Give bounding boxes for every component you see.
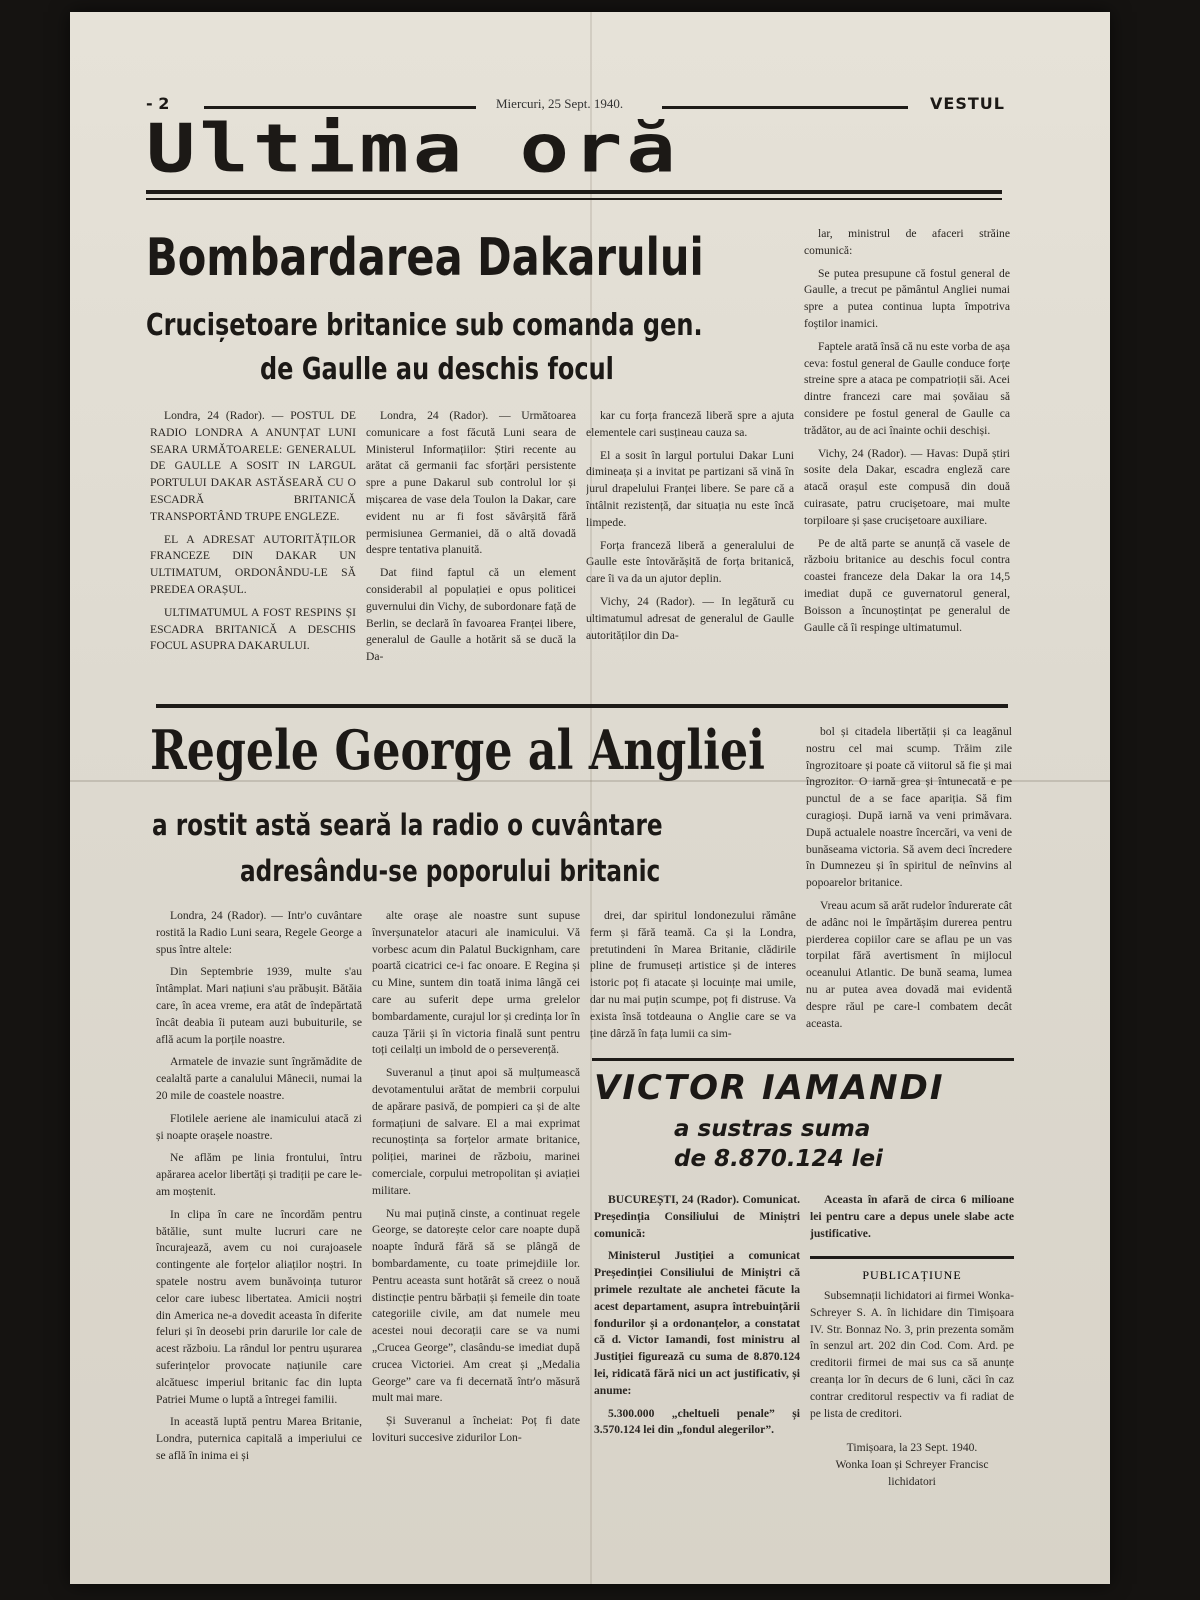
article3-rule-top [592, 1058, 1014, 1061]
issue-date: Miercuri, 25 Sept. 1940. [496, 96, 624, 111]
paragraph: Dat fiind faptul că un element considerabil al populației e opus politicei guvernului din Vichy, de subordonare față de Berlin, se declară în favoarea Franței libere, generalul de Gaulle a hotărit să se ducă la Da- [366, 566, 576, 664]
notice-rule [810, 1256, 1014, 1259]
page-number: - 2 [146, 94, 170, 113]
article1-column-1 [150, 408, 356, 698]
paragraph: El a sosit în largul portului Dakar Luni dimineața și a invitat pe partizani să vină în jurul drapelului Franței libere. Se pare că a întâlnit rezistență, dar situația nu este încă limpede. [586, 448, 794, 529]
paragraph: Faptele arată însă că nu este vorba de așa ceva: fostul general de Gaulle conduce forțe streine spre a ataca pe compatrioții săi. Acei dintre francezi care mai șovăiau să considere pe fostul general de Gaulle ca trădător, au de aci înainte ochii deschiși. [804, 339, 1010, 437]
notice-signoff [810, 1440, 1014, 1500]
article2-subhead-2: adresându-se poporului britanic [240, 854, 661, 888]
paragraph: Suveranul a ținut apoi să mulțumească devotamentului arătat de membrii corpului de apărare pasivă, de pompieri ca și de alte formațiuni de salvare. El a mai exprimat recunoștința sa forțelor armate britanice, poliției, marinei de războiu, marinei comerciale, corpului metropolitan și aviației militare. [372, 1066, 580, 1197]
paper-name: VESTUL [930, 94, 1005, 113]
paragraph: Londra, 24 (Rador). — Intr'o cuvântare rostită la Radio Luni seara, Regele George a spus între altele: [156, 909, 362, 956]
paragraph: Din Septembrie 1939, multe s'au întâmplat. Mari națiuni s'au prăbușit. Bătăia care, în acea vreme, era atât de îndepărtată încât deabia îi puteam auzi bubuiturile, se află acum la porțile noastre. [156, 965, 362, 1046]
paragraph: bol și citadela libertății și ca leagănul nostru cel mai scump. Trăim zile îngrozitoare și poate că viitorul să fie și mai îngrozitor. O iarnă grea și întunecată e pe punctul de a se face apariția. Să fim curagioși. După iarnă va veni primăvara. După actualele noastre încercări, va veni de bunăseama victoria. Să avem deci încredere în Dumnezeu și în spiritul de neînvins al popoarelor britanice. [806, 725, 1012, 890]
paragraph: Londra, 24 (Rador). — POSTUL DE RADIO LONDRA A ANUNȚAT LUNI SEARA URMĂTOARELE: GENERALUL DE GAULLE A SOSIT IN LARGUL PORTULUI DAKAR ASTĂSEARĂ CU O ESCADRĂ BRITANICĂ TRANSPORTÂND TRUPE ENGLEZE. [150, 409, 356, 523]
notice-signature: Wonka Ioan și Schreyer Francisc [835, 1457, 989, 1471]
paragraph: In această luptă pentru Marea Britanie, Londra, puternica capitală a imperiului ce se află în inima ei și [156, 1415, 362, 1462]
paragraph: 5.300.000 „cheltueli penale” și 3.570.124 lei din „fondul alegerilor”. [594, 1406, 800, 1437]
article1-headline: Bombardarea Dakarului [146, 228, 704, 288]
paragraph: Forța franceză liberă a generalului de Gaulle este întovărășită de forța britanică, care îi va da un ajutor deplin. [586, 538, 794, 586]
paragraph: ULTIMATUMUL A FOST RESPINS ȘI ESCADRA BRITANICĂ A DESCHIS FOCUL ASUPRA DAKARULUI. [150, 605, 356, 653]
paragraph: drei, dar spiritul londonezului rămâne ferm și fără teamă. Ca și la Londra, pretutindeni în Marea Britanie, clădirile pline de frumuseți artistice și de interes istoric poț fi atacate și locuințe mai umile, dar nu mai puțin scumpe, poț fi distruse. Va exista însă totdeauna o Anglie care se va ține dârză în fața lumii ca sim- [590, 909, 796, 1040]
article3-column-1 [594, 1192, 800, 1492]
notice-place-date: Timișoara, la 23 Sept. 1940. [846, 1441, 978, 1454]
section-separator [156, 704, 1008, 708]
article2-subhead-1: a rostit astă seară la radio o cuvântare [152, 808, 663, 842]
article3-subhead-1: a sustras suma [674, 1116, 871, 1142]
paragraph: Vichy, 24 (Rador). — In legătură cu ultimatumul adresat de generalul de Gaulle autorităților din Da- [586, 594, 794, 642]
paragraph: Și Suveranul a încheiat: Poț fi date lovituri succesive zidurilor Lon- [372, 1414, 580, 1444]
paragraph: Londra, 24 (Rador). — Următoarea comunicare a fost făcută Luni seara de Ministerul Informațiilor: Știri recente au arătat că germanii fac sforțări persistente spre a pune Dakarul sub controlul lor și mișcarea de vase dela Toulon la Dakar, care evident nu ar fi fost săvârșită fără permisiunea Germaniei, dă o altă dovadă despre tentativa planuită. [366, 409, 576, 557]
notice-body [810, 1288, 1014, 1438]
paragraph: In clipa în care ne încordăm pentru bătălie, sunt multe lucruri care ne încurajează, avem cu noi curajoasele contingente ale forțelor aliaților noștri. In spatele nostru avem bunăvoința tuturor celor care iubesc libertatea. Amicii noștri din America ne-a dovedit aceasta în diferite feluri și în deosebi prin darurile lor cale de acest războiu. La rândul lor pentru ușurarea suferințelor provocate națiunile care alcătuesc imperiul britanic fac din lupta Patriei Mume o luptă a întregei familii. [156, 1207, 362, 1406]
paragraph: Vreau acum să arăt rudelor îndurerate cât de adânc noi le împărtășim durerea pentru pierderea copiilor care se aflau pe un vas torpilat fără avertisment în mijlocul oceanului Atlantic. De bună seama, lumea nu ar putea avea dovadă mai evidentă despre răul pe care-l combatem decât aceasta. [806, 898, 1012, 1030]
article2-headline: Regele George al Angliei [150, 718, 765, 782]
article1-column-4 [804, 226, 1010, 698]
masthead: Ultima oră [146, 110, 680, 188]
article1-subhead-2: de Gaulle au deschis focul [260, 352, 614, 387]
paragraph: Ne aflăm pe linia frontului, întru apărarea acelor libertăți și tradiții pe care le-am moștenit. [156, 1151, 362, 1198]
paragraph: Flotilele aeriene ale inamicului atacă zi și noapte orașele noastre. [156, 1111, 362, 1142]
paragraph: Ministerul Justiției a comunicat Președinției Consiliului de Miniștri că primele rezultate ale anchetei făcute la acest departament, asupra întrebuințării fondurilor și a ordonanțelor, a constatat că d. Victor Iamandi, fost ministru al Justiției figurează cu suma de 8.870.124 lei, ridicată fără nici un act justificativ, și anume: [594, 1249, 800, 1397]
paragraph: Nu mai puțină cinste, a continuat regele George, se datorește celor care noapte după noapte îndură fără să se plângă de bombardamente, cu toate primejdiile lor. Pentru aceasta sunt hotărât să creez o nouă distincție pentru bărbații și femeile din toate categoriile civile, am dat numele meu acestei noui decorații care se va numi „Crucea George”, clasându-se imediat după crucea Victoriei. Am creat și „Medalia George” care va fi decernată într'o măsură mult mai mare. [372, 1206, 580, 1405]
paragraph: Aceasta în afară de circa 6 milioane lei pentru care a depus unele slabe acte justificative. [810, 1193, 1014, 1240]
article1-column-3 [586, 408, 794, 698]
paragraph: Se putea presupune că fostul general de Gaulle, a trecut pe pământul Angliei numai spre a putea continua lupta împotriva foștilor inamici. [804, 266, 1010, 330]
article3-headline: VICTOR IAMANDI [594, 1068, 945, 1108]
paragraph: alte orașe ale noastre sunt supuse înverșunatelor atacuri ale inamicului. Vă vorbesc acum din Palatul Buckignham, care poartă cicatrici ce-i fac onoare. E Regina și cu Mine, suntem din toată inima lângă cei care au suferit depe urma grelelor bombardamente, curajul lor și credința lor în cauza Țării și în victoria finală sunt pentru toți ceilalți un imbold de o perseverență. [372, 909, 580, 1057]
paragraph: BUCUREȘTI, 24 (Rador). Comunicat. Președinția Consiliului de Miniștri comunică: [594, 1193, 800, 1240]
article1-column-2 [366, 408, 576, 698]
article3-subhead-2: de 8.870.124 lei [674, 1146, 883, 1172]
article2-column-2 [372, 908, 580, 1488]
header-rule-right [662, 106, 908, 109]
newspaper-page [70, 12, 1110, 1584]
article2-column-3 [590, 908, 796, 1048]
paragraph: Armatele de invazie sunt îngrămădite de cealaltă parte a canalului Mânecii, numai la 20 mile de coastele noastre. [156, 1055, 362, 1102]
notice-signature-role: lichidatori [888, 1474, 936, 1488]
header-rule-left [204, 106, 476, 109]
masthead-rule [146, 190, 1002, 194]
paragraph: Pe de altă parte se anunță că vasele de războiu britanice au deschis focul contra coastei franceze dela Dakar la ora 14,5 imediat după ce guvernatorul general, Boisson a încunoștințat pe generalul de Gaulle că îi respinge ultimatumul. [804, 536, 1010, 634]
article2-column-1 [156, 908, 362, 1488]
paragraph: kar cu forța franceză liberă spre a ajuta elementele cari susțineau cauza sa. [586, 409, 794, 439]
paragraph: EL A ADRESAT AUTORITĂȚILOR FRANCEZE DIN DAKAR UN ULTIMATUM, ORDONÂNDU-LE SĂ PREDEA ORAȘUL. [150, 532, 356, 596]
masthead-rule-thin [146, 198, 1002, 200]
article3-column-2 [810, 1192, 1014, 1252]
article2-column-4 [806, 724, 1012, 1048]
article1-subhead-1: Crucișetoare britanice sub comanda gen. [146, 308, 703, 343]
notice-title: PUBLICAȚIUNE [862, 1268, 962, 1282]
paragraph: Vichy, 24 (Rador). — Havas: După știri sosite dela Dakar, escadra engleză care atacă orașul este compusă din două cuirasate, patru crucișetoare, mai multe torpiloare și șase crucișetoare auxiliare. [804, 446, 1010, 527]
paragraph: lar, ministrul de afaceri străine comunică: [804, 227, 1010, 257]
paragraph: Subsemnații lichidatori ai firmei Wonka-Schreyer S. A. în lichidare din Timișoara IV. Str. Bonnaz No. 3, prin prezenta somăm în senzul art. 202 din Cod. Com. Ard. pe creditorii firmei de mai sus ca să anunțe creanța lor în decurs de 6 luni, căci în caz contrar creditorul respectiv va fi radiat de pe lista de creditori. [810, 1289, 1014, 1420]
